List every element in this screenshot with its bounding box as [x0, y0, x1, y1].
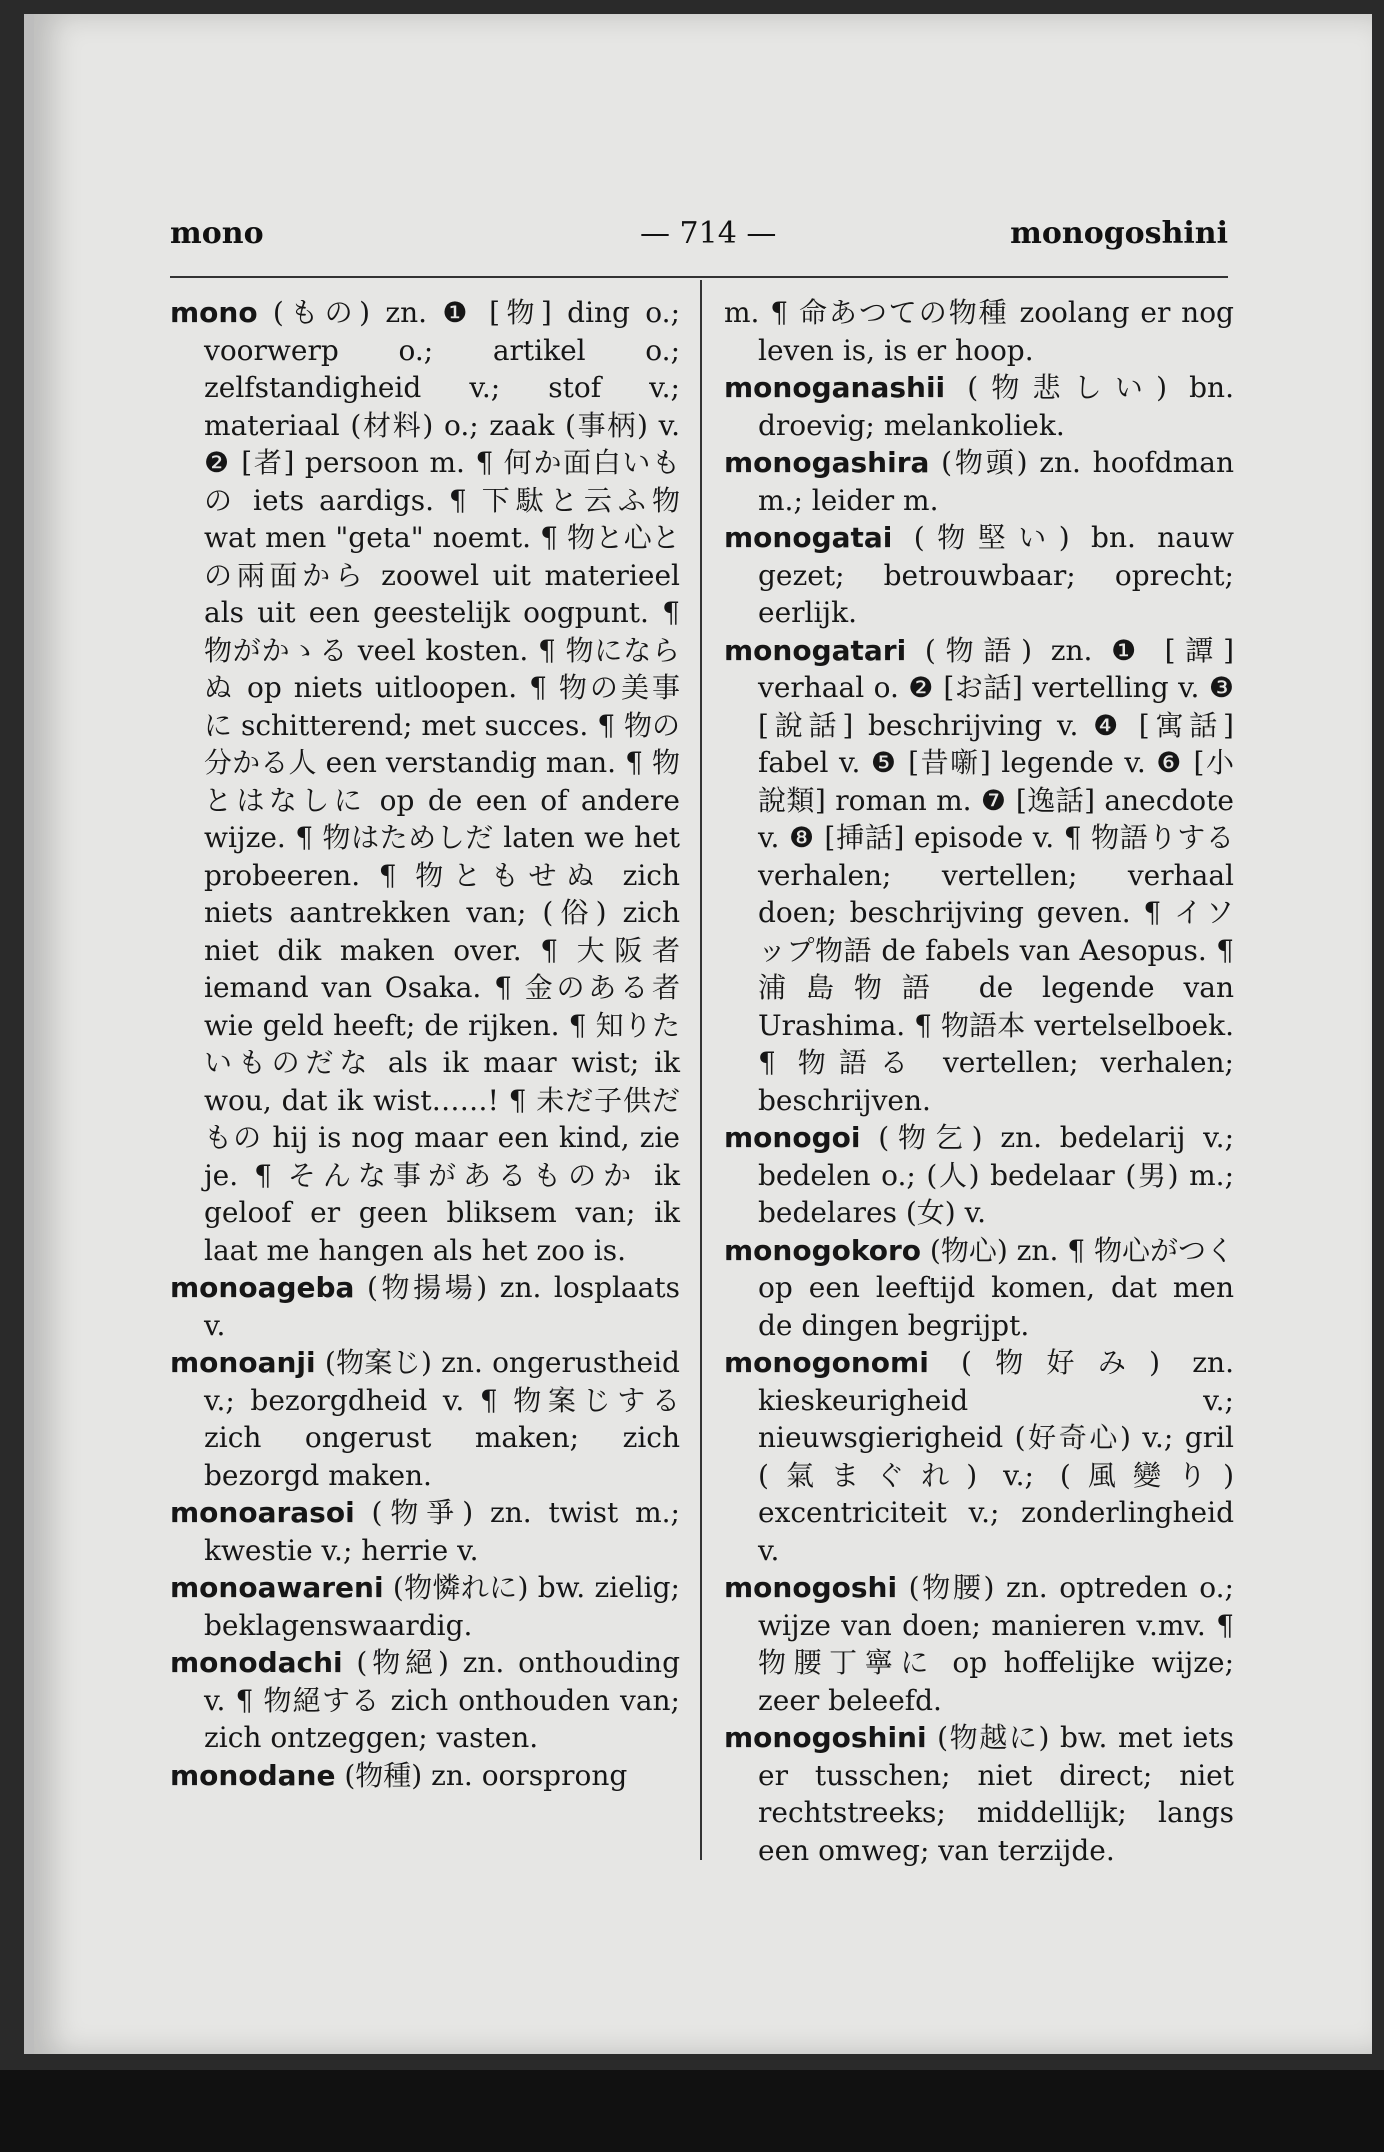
- header-rule: [170, 276, 1228, 278]
- dictionary-entry: [724, 519, 1234, 632]
- left-column: [170, 294, 680, 1794]
- dictionary-entry-continued: [724, 294, 1234, 369]
- dictionary-entry: [170, 1757, 680, 1795]
- entry-text: (物種) zn. oorsprong: [335, 1758, 628, 1792]
- column-divider: [700, 280, 702, 1860]
- dictionary-entry: [170, 1494, 680, 1569]
- headword: monogatari: [724, 633, 907, 667]
- headword: monoawareni: [170, 1571, 384, 1604]
- headword: monogoshi: [724, 1571, 898, 1604]
- dictionary-entry: [724, 1119, 1234, 1232]
- dictionary-entry: [170, 1344, 680, 1494]
- entry-text: (物爭) zn. twist m.; kwestie v.; herrie v.: [204, 1496, 680, 1567]
- dictionary-entry: [170, 294, 680, 1269]
- background-surface: [0, 2070, 1384, 2152]
- page-number: — 714 —: [640, 216, 777, 251]
- entry-text: (物案じ) zn. ongerustheid v.; bezorgdheid v. ¶ 物案じする zich ongerust maken; zich bezorgd maken.: [204, 1346, 680, 1492]
- header-left-guideword: mono: [170, 216, 264, 251]
- headword: monoageba: [170, 1271, 355, 1304]
- header-right-guideword: monogoshini: [1010, 216, 1228, 251]
- headword: monogoi: [724, 1121, 861, 1154]
- entry-text: (もの) zn. ❶ [物] ding o.; voorwerp o.; artikel o.; zelfstandigheid v.; stof v.; materiaal (材料) o.; zaak (事柄) v. ❷ [者] persoon m. ¶ 何か面白いもの iets aardigs. ¶ 下駄と云ふ物 wat men "geta" noemt. ¶ 物と心との兩面から zoowel uit materieel als uit een geestelijk oogpunt. ¶ 物がかゝる veel kosten. ¶ 物にならぬ op niets uitloopen. ¶ 物の美事に schitterend; met succes. ¶ 物の分かる人 een verstandig man. ¶ 物とはなしに op de een of andere wijze. ¶ 物はためしだ laten we het probeeren. ¶ 物ともせぬ zich niets aantrekken van; (俗) zich niet dik maken over. ¶ 大阪者 iemand van Osaka. ¶ 金のある者 wie geld heeft; de rijken. ¶ 知りたいものだな als ik maar wist; ik wou, dat ik wist……! ¶ 未だ子供だもの hij is nog maar een kind, zie je. ¶ そんな事があるものか ik geloof er geen bliksem van; ik laat me hangen als het zoo is.: [204, 296, 680, 1267]
- headword: monogokoro: [724, 1233, 922, 1267]
- dictionary-entry: [724, 369, 1234, 444]
- headword: monogoshini: [724, 1721, 927, 1754]
- dictionary-entry: [170, 1569, 680, 1644]
- headword: monodachi: [170, 1646, 343, 1679]
- entry-text: (物堅い) bn. nauw gezet; betrouwbaar; oprecht; eerlijk.: [758, 521, 1234, 629]
- entry-text: (物絕) zn. onthouding v. ¶ 物絕する zich onthouden van; zich ontzeggen; vasten.: [204, 1646, 680, 1754]
- entry-text: (物乞) zn. bedelarij v.; bedelen o.; (人) bedelaar (男) m.; bedelares (女) v.: [758, 1121, 1234, 1229]
- entry-text: (物心) zn. ¶ 物心がつく op een leeftijd komen, dat men de dingen begrijpt.: [758, 1233, 1234, 1342]
- dictionary-entry: [724, 1344, 1234, 1569]
- dictionary-entry: [724, 1719, 1234, 1869]
- entry-text: (物腰) zn. optreden o.; wijze van doen; manieren v.mv. ¶ 物腰丁寧に op hoffelijke wijze; zeer beleefd.: [758, 1571, 1234, 1717]
- dictionary-entry: [170, 1644, 680, 1757]
- headword: monogonomi: [724, 1346, 929, 1379]
- headword: monodane: [170, 1758, 336, 1792]
- dictionary-entry: [724, 1569, 1234, 1719]
- headword: monogashira: [724, 446, 930, 479]
- dictionary-entry: [170, 1269, 680, 1344]
- headword: monogatai: [724, 521, 893, 554]
- entry-text: (物越に) bw. met iets er tusschen; niet direct; niet rechtstreeks; middellijk; langs een omweg; van terzijde.: [758, 1721, 1234, 1867]
- entry-text: (物語) zn. ❶ [譚] verhaal o. ❷ [お話] vertelling v. ❸ [說話] beschrijving v. ❹ [寓話] fabel v. ❺ [昔噺] legende v. ❻ [小說類] roman m. ❼ [逸話] anecdote v. ❽ [挿話] episode v. ¶ 物語りする verhalen; vertellen; verhaal doen; beschrijving geven. ¶ イソップ物語 de fabels van Aesopus. ¶ 浦島物語 de legende van Urashima. ¶ 物語本 vertelselboek. ¶ 物語る vertellen; verhalen; beschrijven.: [758, 633, 1234, 1117]
- entry-text: (物悲しい) bn. droevig; melankoliek.: [758, 371, 1234, 442]
- page-header: [170, 216, 1228, 260]
- entry-text: (物憐れに) bw. zielig; beklagenswaardig.: [204, 1571, 680, 1642]
- dictionary-entry: [724, 1232, 1234, 1345]
- headword: monoganashii: [724, 371, 946, 404]
- headword: monoarasoi: [170, 1496, 355, 1529]
- entry-text: (物揚場) zn. losplaats v.: [204, 1271, 680, 1342]
- entry-text: (物好み) zn. kieskeurigheid v.; nieuwsgierigheid (好奇心) v.; gril (氣まぐれ) v.; (風變り) excentriciteit v.; zonderlingheid v.: [758, 1346, 1234, 1567]
- dictionary-entry: [724, 444, 1234, 519]
- headword: monoanji: [170, 1346, 316, 1379]
- entry-text: (物頭) zn. hoofdman m.; leider m.: [758, 446, 1234, 517]
- right-column: [724, 294, 1234, 1869]
- dictionary-entry: [724, 632, 1234, 1120]
- headword: mono: [170, 296, 258, 329]
- entry-text: m. ¶ 命あつての物種 zoolang er nog leven is, is er hoop.: [724, 296, 1234, 367]
